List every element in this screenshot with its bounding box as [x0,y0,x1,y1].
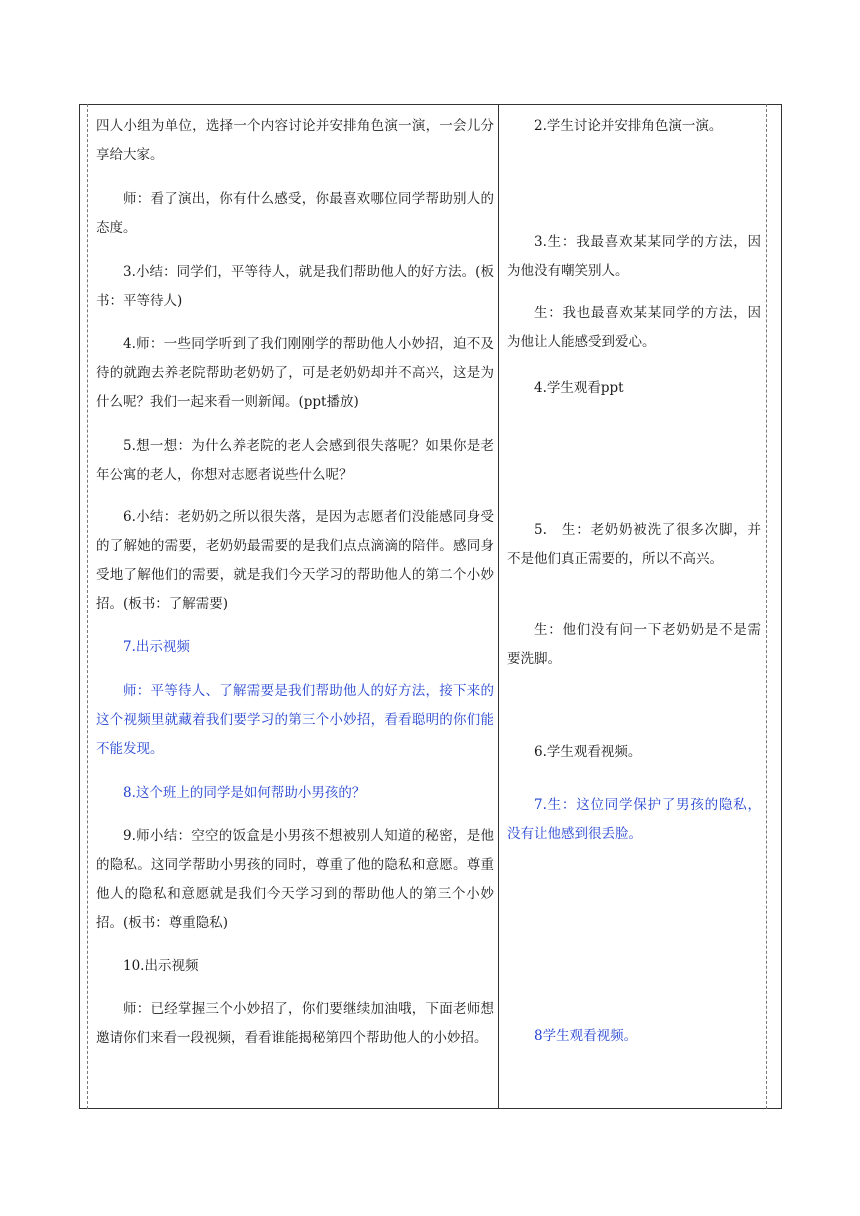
left-dashed-margin [87,104,88,1109]
teacher-paragraph: 5.想一想：为什么养老院的老人会感到很失落呢？如果你是老年公寓的老人，你想对志愿者说些什么呢？ [96,438,494,483]
teacher-paragraph: 7.出示视频 [123,639,190,655]
student-paragraph: 生：他们没有问一下老奶奶是不是需要洗脚。 [507,622,761,667]
right-dashed-margin [766,104,767,1109]
student-paragraph: 2.学生讨论并安排角色演一演。 [534,118,723,134]
teacher-paragraph: 9.师小结：空空的饭盒是小男孩不想被别人知道的秘密，是他的隐私。这同学帮助小男孩的同时，尊重了他的隐私和意愿。尊重他人的隐私和意愿就是我们今天学习到的帮助他人的第三个小妙招。(板书：尊重隐私) [96,828,494,931]
teacher-paragraph: 师：已经掌握三个小妙招了，你们要继续加油哦，下面老师想邀请你们来看一段视频，看看谁能揭秘第四个帮助他人的小妙招。 [96,1001,494,1046]
teacher-paragraph: 师：看了演出，你有什么感受，你最喜欢哪位同学帮助别人的态度。 [96,191,494,236]
teacher-paragraph: 4.师：一些同学听到了我们刚刚学的帮助他人小妙招，迫不及待的就跑去养老院帮助老奶奶了，可是老奶奶却并不高兴，这是为什么呢？我们一起来看一则新闻。(ppt播放) [96,336,494,410]
student-paragraph: 7.生：这位同学保护了男孩的隐私，没有让他感到很丢脸。 [507,797,761,842]
teacher-paragraph: 师：平等待人、了解需要是我们帮助他人的好方法，接下来的这个视频里就藏着我们要学习的第三个小妙招，看看聪明的你们能不能发现。 [96,683,494,757]
student-paragraph: 生：我也最喜欢某某同学的方法，因为他让人能感受到爱心。 [507,305,761,350]
teacher-paragraph: 10.出示视频 [123,958,199,974]
teacher-paragraph: 四人小组为单位，选择一个内容讨论并安排角色演一演，一会儿分享给大家。 [96,118,494,163]
student-paragraph: 8学生观看视频。 [534,1028,638,1044]
student-paragraph: 3.生：我最喜欢某某同学的方法，因为他没有嘲笑别人。 [507,234,761,279]
teacher-paragraph: 8.这个班上的同学是如何帮助小男孩的？ [123,785,366,801]
column-separator [498,104,499,1109]
teacher-paragraph: 3.小结：同学们，平等待人，就是我们帮助他人的好方法。(板书：平等待人) [96,264,494,309]
teacher-paragraph: 6.小结：老奶奶之所以很失落，是因为志愿者们没能感同身受的了解她的需要，老奶奶最需要的是我们点点滴滴的陪伴。感同身受地了解他们的需要，就是我们今天学习的帮助他人的第二个小妙招。(板书：了解需要) [96,509,494,612]
student-paragraph: 6.学生观看视频。 [534,744,642,760]
student-paragraph: 5. 生：老奶奶被洗了很多次脚，并不是他们真正需要的，所以不高兴。 [507,522,761,567]
student-paragraph: 4.学生观看ppt [534,380,624,396]
